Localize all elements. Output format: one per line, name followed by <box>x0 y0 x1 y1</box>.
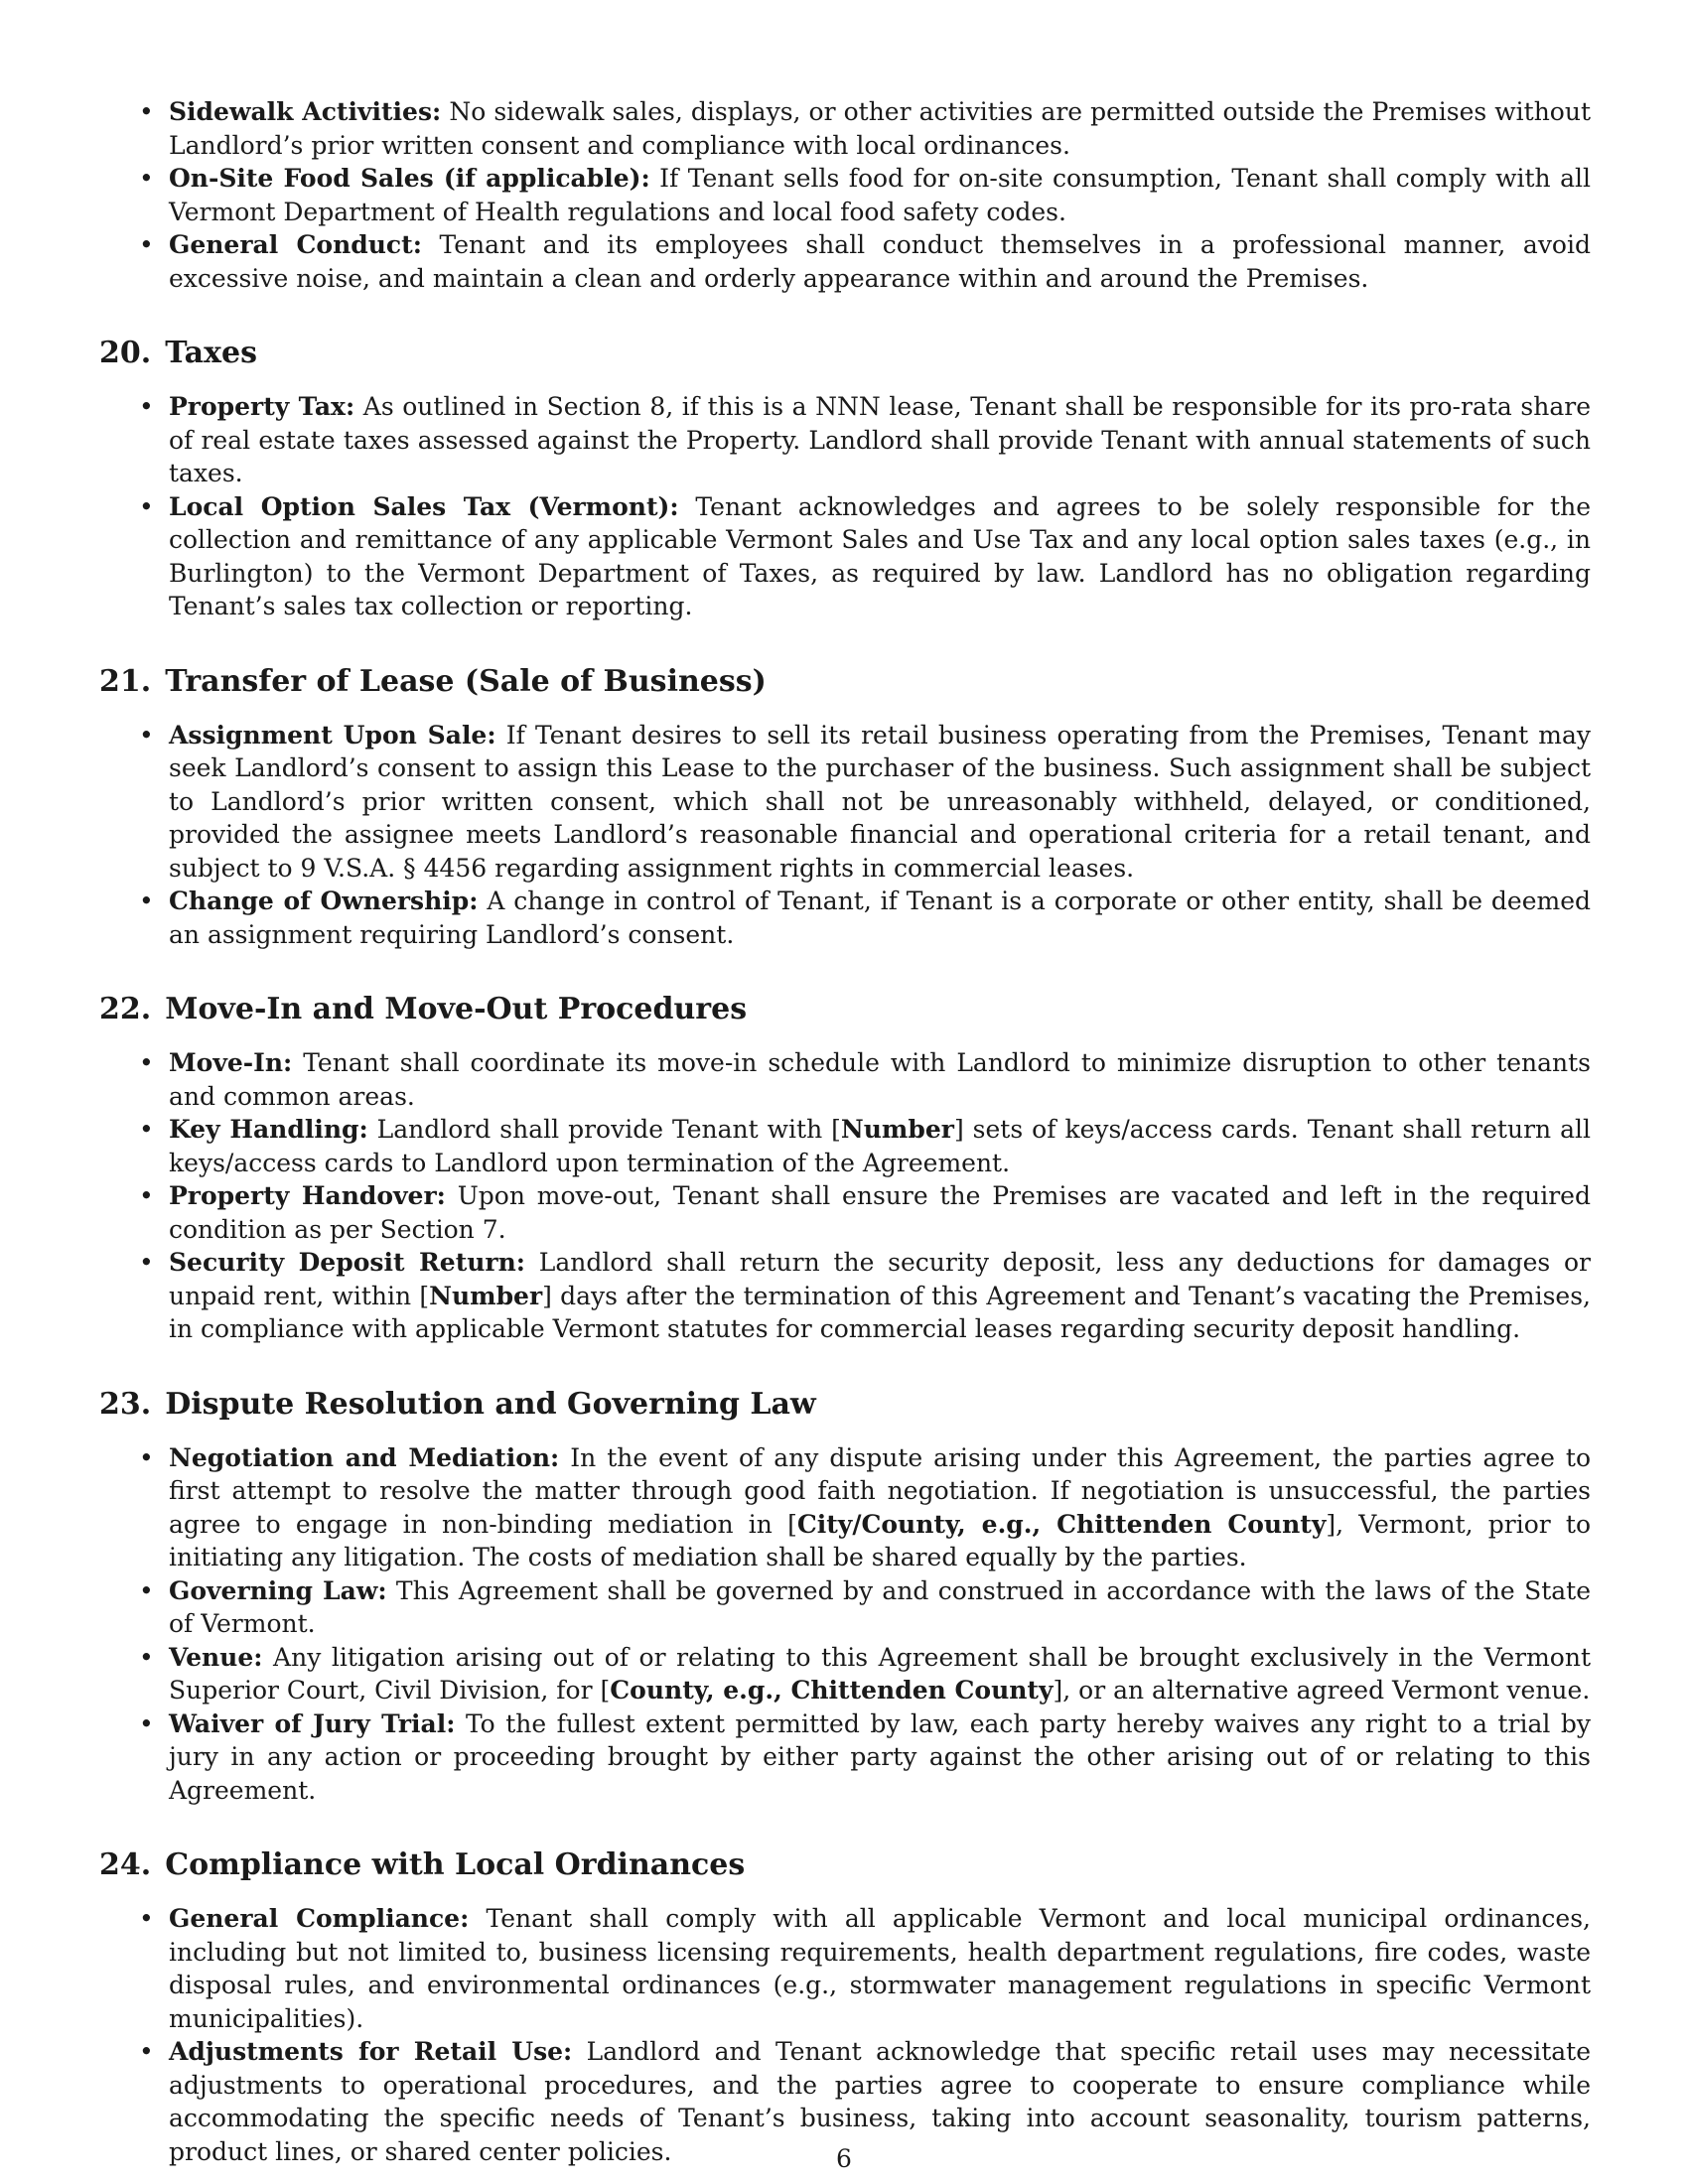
item-text: This Agreement shall be governed by and construed in accordance with the laws of the State of Vermont. <box>169 1575 1591 1638</box>
item-text: A change in control of Tenant, if Tenant is a corporate or other entity, shall be deemed an assignment requiring Landlord’s consent. <box>169 887 1591 949</box>
section-list <box>99 390 1591 623</box>
section-title: Compliance with Local Ordinances <box>165 1847 746 1882</box>
list-item <box>99 490 1591 623</box>
item-text: Tenant and its employees shall conduct themselves in a professional manner, avoid excessive noise, and maintain a clean and orderly appearance within and around the Premises. <box>169 230 1591 293</box>
section-heading-transfer-of-lease <box>99 662 1591 702</box>
item-label: Adjustments for Retail Use: <box>169 2037 573 2066</box>
list-item <box>99 1441 1591 1574</box>
item-label: Governing Law: <box>169 1575 387 1605</box>
item-text: In the event of any dispute arising under this Agreement, the parties agree to first attempt to resolve the matter through good faith negotiation. If negotiation is unsuccessful, the parties agree to engage in non-binding mediation in [ <box>169 1442 1591 1539</box>
item-label: Assignment Upon Sale: <box>169 720 496 750</box>
item-text: Landlord shall provide Tenant with [ <box>367 1115 841 1144</box>
section-number: 22. <box>99 992 152 1026</box>
item-label: Venue: <box>169 1642 263 1672</box>
section-number: 23. <box>99 1386 152 1422</box>
section-list <box>99 1902 1591 2168</box>
section-title: Transfer of Lease (Sale of Business) <box>165 663 767 699</box>
list-item <box>99 719 1591 886</box>
section-list <box>99 719 1591 952</box>
item-text: Any litigation arising out of or relating to this Agreement shall be brought exclusively in the Vermont Superior Court, Civil Division, for [ <box>169 1642 1591 1705</box>
item-text: Upon move-out, Tenant shall ensure the Premises are vacated and left in the required condition as per Section 7. <box>169 1181 1591 1244</box>
item-label: Local Option Sales Tax (Vermont): <box>169 491 679 521</box>
item-label: Waiver of Jury Trial: <box>169 1708 456 1738</box>
document-page <box>99 95 1591 2168</box>
item-text: Landlord shall return the security deposit, less any deductions for damages or unpaid rent, within [ <box>169 1248 1591 1310</box>
item-text: ] sets of keys/access cards. Tenant shall return all keys/access cards to Landlord upon termination of the Agreement. <box>169 1115 1591 1177</box>
list-item <box>99 1902 1591 2035</box>
placeholder-field: City/County, e.g., Chittenden County <box>796 1509 1327 1539</box>
section-list <box>99 1046 1591 1346</box>
placeholder-field: Number <box>429 1281 543 1310</box>
list-item <box>99 885 1591 951</box>
placeholder-field: County, e.g., Chittenden County <box>610 1676 1054 1705</box>
section-list <box>99 1441 1591 1808</box>
item-text: If Tenant sells food for on-site consumption, Tenant shall comply with all Vermont Department of Health regulations and local food safety codes. <box>169 164 1591 226</box>
item-label: General Conduct: <box>169 230 422 259</box>
item-text: Tenant acknowledges and agrees to be solely responsible for the collection and remittance of any applicable Vermont Sales and Use Tax and any local option sales taxes (e.g., in Burlington) to the Vermont Department of Taxes, as required by law. Landlord has no obligation regarding Tenant’s sales tax collection or reporting. <box>169 491 1591 620</box>
item-label: Key Handling: <box>169 1115 368 1144</box>
list-item <box>99 95 1591 162</box>
item-label: On-Site Food Sales (if applicable): <box>169 164 650 193</box>
list-item <box>99 1641 1591 1707</box>
section-title: Move-In and Move-Out Procedures <box>165 992 748 1026</box>
list-item <box>99 162 1591 228</box>
item-text: Tenant shall comply with all applicable Vermont and local municipal ordinances, including but not limited to, business licensing requirements, health department regulations, fire codes, waste disposal rules, and environmental ordinances (e.g., stormwater management regulations in specific Vermont municipalities). <box>169 1904 1592 2033</box>
item-label: General Compliance: <box>169 1904 470 1933</box>
section-number: 21. <box>99 663 152 699</box>
item-text: Tenant shall coordinate its move-in schedule with Landlord to minimize disruption to other tenants and common areas. <box>169 1048 1591 1111</box>
intro-list <box>99 95 1591 295</box>
item-text: No sidewalk sales, displays, or other activities are permitted outside the Premises without Landlord’s prior written consent and compliance with local ordinances. <box>169 97 1592 160</box>
section-heading-compliance <box>99 1845 1591 1885</box>
page-number: 6 <box>836 2144 852 2173</box>
section-heading-taxes <box>99 334 1591 373</box>
item-label: Move-In: <box>169 1048 293 1077</box>
item-text: As outlined in Section 8, if this is a NNN lease, Tenant shall be responsible for its pro-rata share of real estate taxes assessed against the Property. Landlord shall provide Tenant with annual statements of such taxes. <box>169 392 1591 487</box>
list-item <box>99 1574 1591 1641</box>
list-item <box>99 228 1591 295</box>
list-item <box>99 1113 1591 1179</box>
section-number: 20. <box>99 336 152 370</box>
list-item <box>99 1246 1591 1346</box>
list-item <box>99 1179 1591 1246</box>
section-title: Dispute Resolution and Governing Law <box>165 1386 816 1422</box>
item-label: Property Handover: <box>169 1181 446 1210</box>
item-label: Change of Ownership: <box>169 887 479 915</box>
section-number: 24. <box>99 1847 152 1882</box>
section-title: Taxes <box>165 336 257 370</box>
item-text: Landlord and Tenant acknowledge that specific retail uses may necessitate adjustments to operational procedures, and the parties agree to cooperate to ensure compliance while accommodating the specific needs of Tenant’s business, taking into account seasonality, tourism patterns, product lines, or shared center policies. <box>169 2037 1591 2166</box>
item-text: ], or an alternative agreed Vermont venue. <box>1053 1676 1591 1705</box>
item-text: If Tenant desires to sell its retail business operating from the Premises, Tenant may seek Landlord’s consent to assign this Lease to the purchaser of the business. Such assignment shall be subject to Landlord’s prior written consent, which shall not be unreasonably withheld, delayed, or conditioned, provided the assignee meets Landlord’s reasonable financial and operational criteria for a retail tenant, and subject to 9 V.S.A. § 4456 regarding assignment rights in commercial leases. <box>169 720 1591 883</box>
list-item <box>99 1707 1591 1808</box>
item-label: Sidewalk Activities: <box>169 97 442 126</box>
list-item <box>99 390 1591 490</box>
item-label: Negotiation and Mediation: <box>169 1442 560 1472</box>
item-text: To the fullest extent permitted by law, each party hereby waives any right to a trial by jury in any action or proceeding brought by either party against the other arising out of or relating to this Agreement. <box>169 1708 1591 1805</box>
section-heading-dispute-resolution <box>99 1385 1591 1425</box>
item-text: ], Vermont, prior to initiating any litigation. The costs of mediation shall be shared equally by the parties. <box>169 1509 1592 1571</box>
item-label: Property Tax: <box>169 392 355 421</box>
list-item <box>99 1046 1591 1113</box>
placeholder-field: Number <box>840 1115 954 1144</box>
item-text: ] days after the termination of this Agreement and Tenant’s vacating the Premises, in compliance with applicable Vermont statutes for commercial leases regarding security deposit handling. <box>169 1281 1591 1343</box>
section-heading-move-in-move-out <box>99 990 1591 1029</box>
item-label: Security Deposit Return: <box>169 1248 525 1277</box>
